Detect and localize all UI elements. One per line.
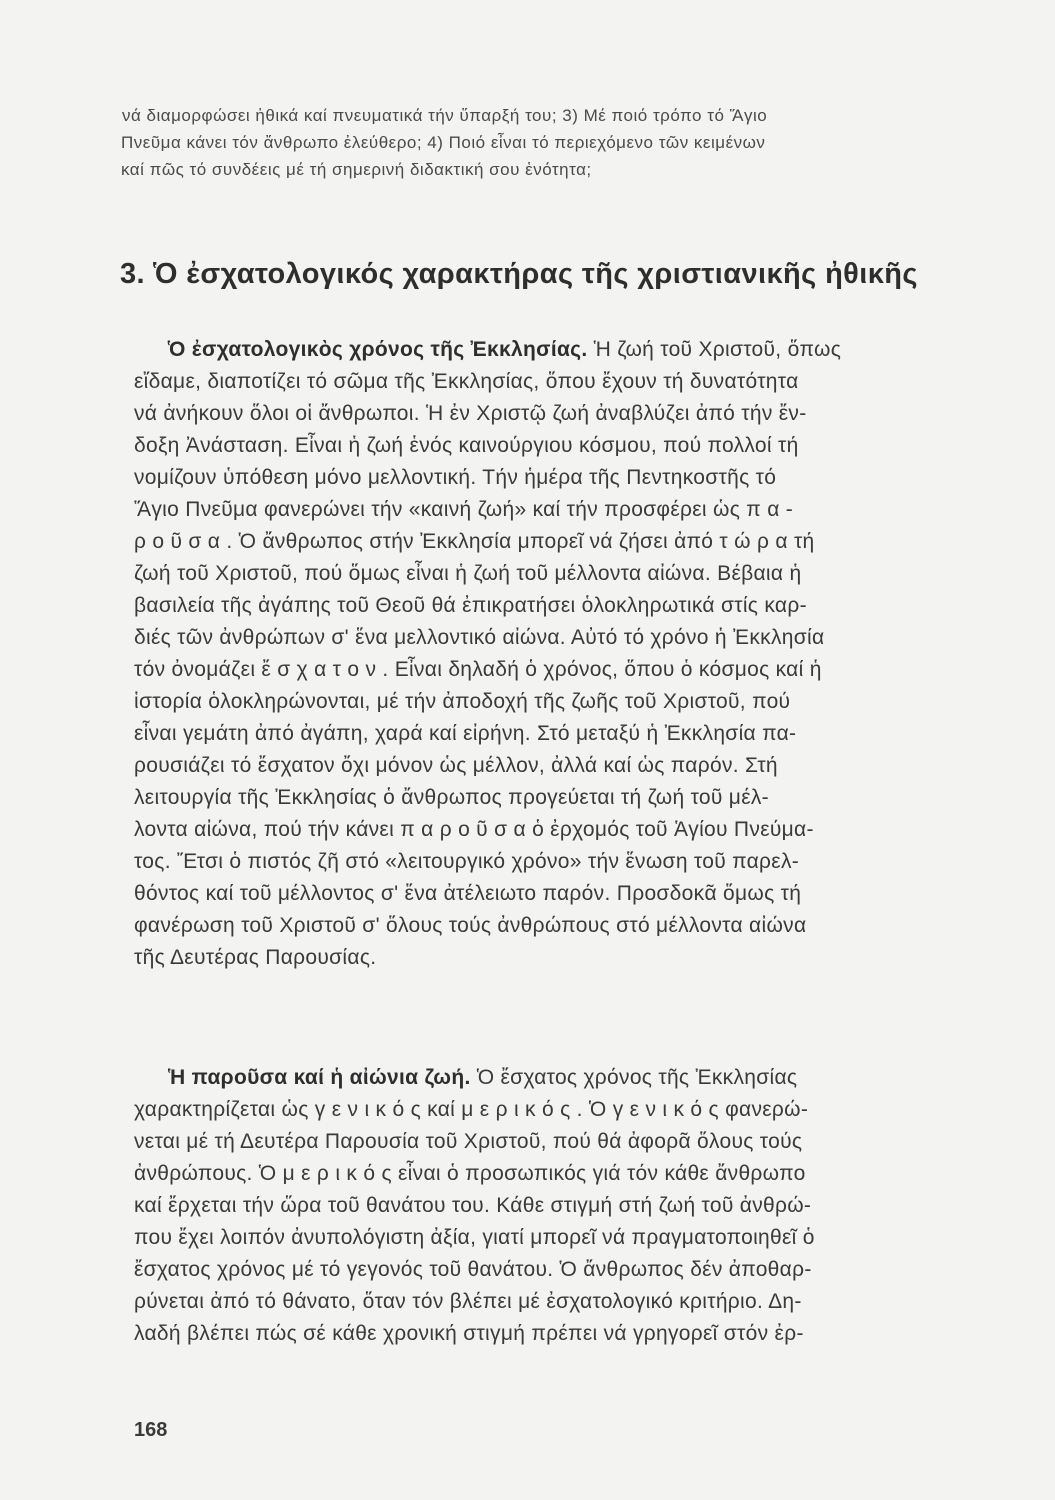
paragraph-line: λειτουργία τῆς Ἐκκλησίας ὁ ἄνθρωπος προγεύεται τή ζωή τοῦ μέλ- bbox=[134, 786, 769, 809]
paragraph-line: καί ἔρχεται τήν ὥρα τοῦ θανάτου του. Κάθε στιγμή στή ζωή τοῦ ἀνθρώ- bbox=[134, 1194, 812, 1217]
paragraph-first-line bbox=[168, 338, 841, 362]
paragraph-first-line bbox=[168, 1066, 797, 1090]
paragraph-line: εἶναι γεμάτη ἀπό ἀγάπη, χαρά καί εἰρήνη. Στό μεταξύ ἡ Ἐκκλησία πα- bbox=[134, 722, 797, 745]
paragraph-line: ρ ο ῦ σ α . Ὁ ἄνθρωπος στήν Ἐκκλησία μπορεῖ νά ζήσει ἀπό τ ώ ρ α τή bbox=[134, 530, 815, 553]
section-title: 3. Ὁ ἐσχατολογικός χαρακτήρας τῆς χριστιανικῆς ἠθικῆς bbox=[120, 258, 918, 290]
paragraph-line: Ἅγιο Πνεῦμα φανερώνει τήν «καινή ζωή» καί τήν προσφέρει ὡς π α - bbox=[134, 498, 794, 521]
paragraph-lead: Ὁ ἐσχατολογικὸς χρόνος τῆς Ἐκκλησίας. bbox=[168, 338, 588, 361]
paragraph-line: λοντα αἰώνα, πού τήν κάνει π α ρ ο ῦ σ α ὁ ἐρχομός τοῦ Ἁγίου Πνεύμα- bbox=[134, 818, 814, 841]
paragraph-line: φανέρωση τοῦ Χριστοῦ σ' ὅλους τούς ἀνθρώπους στό μέλλοντα αἰώνα bbox=[134, 914, 807, 937]
page-number: 168 bbox=[134, 1419, 168, 1441]
paragraph-line: νά ἀνήκουν ὅλοι οἱ ἄνθρωποι. Ἡ ἐν Χριστῷ ζωή ἀναβλύζει ἀπό τήν ἔν- bbox=[134, 402, 807, 425]
paragraph-line: τόν ὀνομάζει ἔ σ χ α τ ο ν . Εἶναι δηλαδή ὁ χρόνος, ὅπου ὁ κόσμος καί ἡ bbox=[134, 658, 822, 681]
paragraph-line: νομίζουν ὑπόθεση μόνο μελλοντική. Τήν ἡμέρα τῆς Πεντηκοστῆς τό bbox=[134, 466, 777, 489]
paragraph-line: χαρακτηρίζεται ὡς γ ε ν ι κ ό ς καί μ ε ρ ι κ ό ς . Ὁ γ ε ν ι κ ό ς φανερώ- bbox=[134, 1098, 809, 1121]
paragraph-line: θόντος καί τοῦ μέλλοντος σ' ἕνα ἀτέλειωτο παρόν. Προσδοκᾶ ὅμως τή bbox=[134, 882, 802, 905]
paragraph-line: τος. Ἔτσι ὁ πιστός ζῆ στό «λειτουργικό χρόνο» τήν ἕνωση τοῦ παρελ- bbox=[134, 850, 800, 873]
paragraph-lead: Ἡ παροῦσα καί ἡ αἰώνια ζωή. bbox=[168, 1066, 471, 1089]
paragraph-line: ρουσιάζει τό ἔσχατον ὄχι μόνον ὡς μέλλον, ἀλλά καί ὡς παρόν. Στή bbox=[134, 754, 778, 777]
paragraph-line: εἴδαμε, διαποτίζει τό σῶμα τῆς Ἐκκλησίας, ὅπου ἔχουν τή δυνατότητα bbox=[134, 370, 799, 393]
paragraph-line: ἔσχατος χρόνος μέ τό γεγονός τοῦ θανάτου. Ὁ ἄνθρωπος δέν ἀποθαρ- bbox=[134, 1258, 812, 1281]
paragraph-line: ἀνθρώπους. Ὁ μ ε ρ ι κ ό ς εἶναι ὁ προσωπικός γιά τόν κάθε ἄνθρωπο bbox=[134, 1162, 806, 1185]
intro-line: νά διαμορφώσει ἠθικά καί πνευματικά τήν ὕπαρξή του; 3) Μέ ποιό τρόπο τό Ἅγιο bbox=[122, 106, 768, 125]
paragraph-text: Ἡ ζωή τοῦ Χριστοῦ, ὅπως bbox=[587, 338, 842, 361]
paragraph-line: ζωή τοῦ Χριστοῦ, πού ὅμως εἶναι ἡ ζωή τοῦ μέλλοντα αἰώνα. Βέβαια ἡ bbox=[134, 562, 802, 585]
paragraph-line: τῆς Δευτέρας Παρουσίας. bbox=[134, 946, 377, 969]
paragraph-line: βασιλεία τῆς ἀγάπης τοῦ Θεοῦ θά ἐπικρατήσει ὁλοκληρωτικά στίς καρ- bbox=[134, 594, 807, 617]
paragraph-line: λαδή βλέπει πώς σέ κάθε χρονική στιγμή πρέπει νά γρηγορεῖ στόν ἐρ- bbox=[134, 1322, 804, 1345]
paragraph-line: ρύνεται ἀπό τό θάνατο, ὅταν τόν βλέπει μέ ἐσχατολογικό κριτήριο. Δη- bbox=[134, 1290, 802, 1313]
intro-line: Πνεῦμα κάνει τόν ἄνθρωπο ἐλεύθερο; 4) Ποιό εἶναι τό περιεχόμενο τῶν κειμένων bbox=[121, 133, 766, 152]
paragraph-line: δοξη Ἀνάσταση. Εἶναι ἡ ζωή ἑνός καινούργιου κόσμου, πού πολλοί τή bbox=[134, 434, 799, 457]
paragraph-text: Ὁ ἔσχατος χρόνος τῆς Ἐκκλησίας bbox=[470, 1066, 798, 1089]
paragraph-line: που ἔχει λοιπόν ἀνυπολόγιστη ἀξία, γιατί μπορεῖ νά πραγματοποιηθεῖ ὁ bbox=[134, 1226, 815, 1249]
paragraph-line: νεται μέ τή Δευτέρα Παρουσία τοῦ Χριστοῦ, πού θά ἀφορᾶ ὅλους τούς bbox=[134, 1130, 803, 1153]
intro-line: καί πῶς τό συνδέεις μέ τή σημερινή διδακτική σου ἑνότητα; bbox=[121, 160, 592, 179]
paragraph-line: ἱστορία ὁλοκληρώνονται, μέ τήν ἀποδοχή τῆς ζωῆς τοῦ Χριστοῦ, πού bbox=[134, 690, 791, 713]
paragraph-line: διές τῶν ἀνθρώπων σ' ἕνα μελλοντικό αἰώνα. Αὐτό τό χρόνο ἡ Ἐκκλησία bbox=[134, 626, 825, 649]
